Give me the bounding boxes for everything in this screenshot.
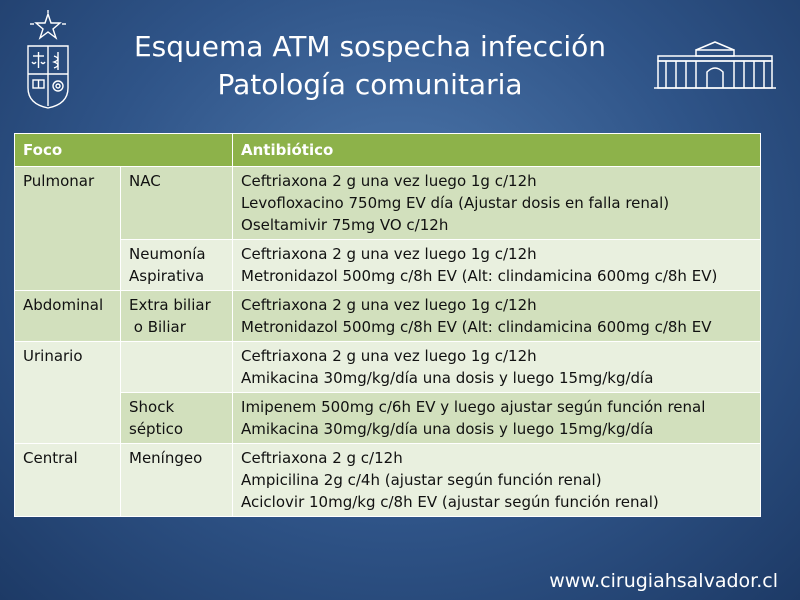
table-row [15,240,761,291]
title-line-2: Patología comunitaria [217,68,523,101]
foco-cell: Abdominal [15,291,121,342]
table-row [15,167,761,240]
foco-cell: Pulmonar [15,167,121,291]
subfoco-label: Shock [129,398,175,416]
antibiotic-line: Amikacina 30mg/kg/día una dosis y luego 15mg/kg/día [241,369,654,387]
website-url[interactable]: www.cirugiahsalvador.cl [549,570,778,592]
table-row [15,444,761,517]
antibiotic-line: Oseltamivir 75mg VO c/12h [241,216,449,234]
antibiotic-cell [233,444,761,517]
antibiotic-line: Imipenem 500mg c/6h EV y luego ajustar según función renal [241,398,706,416]
antibiotic-cell [233,167,761,240]
subfoco-label: séptico [129,420,184,438]
antibiotic-line: Levofloxacino 750mg EV día (Ajustar dosis en falla renal) [241,194,670,212]
antibiotic-line: Amikacina 30mg/kg/día una dosis y luego 15mg/kg/día [241,420,654,438]
subfoco-label: Meníngeo [129,449,203,467]
subfoco-label: Aspirativa [129,267,205,285]
antibiotic-line: Ceftriaxona 2 g c/12h [241,449,403,467]
table-row [15,291,761,342]
subfoco-label: Neumonía [129,245,206,263]
subfoco-label: o Biliar [129,318,186,336]
antibiotic-line: Ceftriaxona 2 g una vez luego 1g c/12h [241,347,537,365]
table-header-row [15,134,761,167]
slide-title [90,28,650,104]
header-foco: Foco [15,134,233,167]
foco-cell: Urinario [15,342,121,444]
subfoco-cell [121,291,233,342]
header-antibiotico: Antibiótico [233,134,761,167]
subfoco-cell [121,240,233,291]
table-row [15,342,761,393]
university-crest-icon [22,10,74,110]
antibiotic-cell [233,342,761,393]
subfoco-label: Extra biliar [129,296,211,314]
subfoco-cell [121,167,233,240]
antibiotic-cell [233,240,761,291]
title-line-1: Esquema ATM sospecha infección [133,30,607,63]
antibiotic-line: Aciclovir 10mg/kg c/8h EV (ajustar según función renal) [241,493,659,511]
table-row [15,393,761,444]
subfoco-cell [121,342,233,393]
foco-cell: Central [15,444,121,517]
antibiotic-cell [233,291,761,342]
antibiotic-line: Ampicilina 2g c/4h (ajustar según función renal) [241,471,602,489]
building-facade-icon [652,40,778,92]
antibiotic-table [14,133,761,517]
antibiotic-line: Ceftriaxona 2 g una vez luego 1g c/12h [241,245,537,263]
antibiotic-line: Metronidazol 500mg c/8h EV (Alt: clindamicina 600mg c/8h EV) [241,267,718,285]
subfoco-cell [121,393,233,444]
antibiotic-line: Metronidazol 500mg c/8h EV (Alt: clindamicina 600mg c/8h EV [241,318,712,336]
subfoco-cell [121,444,233,517]
antibiotic-line: Ceftriaxona 2 g una vez luego 1g c/12h [241,172,537,190]
antibiotic-cell [233,393,761,444]
subfoco-label: NAC [129,172,161,190]
antibiotic-line: Ceftriaxona 2 g una vez luego 1g c/12h [241,296,537,314]
